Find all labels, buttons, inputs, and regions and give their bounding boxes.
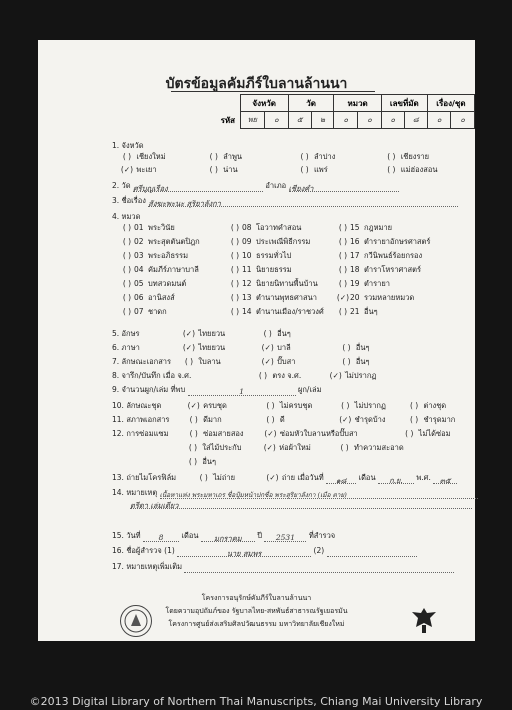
- category-checkbox: ( ): [338, 251, 348, 260]
- category-checkbox: ( ): [122, 293, 132, 302]
- q12-repair-row-b: ( ) ใส่ไม้ประกับ (✓) ห่อผ้าใหม่ ( ) ทำความสะอาด: [188, 443, 404, 452]
- code-row-label: รหัส: [220, 115, 236, 125]
- category-checkbox: ( ): [230, 223, 240, 232]
- category-row: [120, 306, 436, 320]
- manuscript-card: [38, 40, 475, 641]
- q12-repair: 12. การซ่อมแซม ( ) ซ่อมสายสอง (✓) ซ่อมหัวใบลานหรือปั๊บสา ( ) ไม่ได้ซ่อม: [112, 429, 451, 438]
- category-code: 08: [242, 223, 252, 232]
- category-checkbox: ( ): [122, 223, 132, 232]
- category-checkbox: ( ): [230, 279, 240, 288]
- category-checkbox: ( ): [338, 237, 348, 246]
- category-code: 11: [242, 265, 252, 274]
- district-value: เชียงคำ: [288, 184, 314, 193]
- category-label: ตำราโหราศาสตร์: [364, 265, 421, 274]
- q7-document-type: 7. ลักษณะเอกสาร ( ) ใบลาน (✓) ปั๊บสา ( ) อื่นๆ: [112, 357, 370, 366]
- category-row: [120, 278, 436, 292]
- category-label: พระสุตตันตปิฎก: [148, 237, 200, 246]
- code-header-temple: วัด: [288, 95, 334, 112]
- q8-inscription: 8. จารึก/บันทึก เมื่อ จ.ศ. ( ) ตรง จ.ศ. (✓) ไม่ปรากฏ: [112, 371, 377, 380]
- category-label: อื่นๆ: [364, 307, 378, 316]
- category-checkbox: ( ): [230, 307, 240, 316]
- category-label: ประเพณีพิธีกรรม: [256, 237, 311, 246]
- code-digit: ๐: [427, 112, 451, 129]
- category-checkbox: ( ): [338, 223, 348, 232]
- category-checkbox: ( ): [122, 265, 132, 274]
- code-digit: ๒: [311, 112, 334, 129]
- footer-sponsor: โดยความอุปถัมภ์ของ รัฐบาลไทย-สหพันธ์สาธารณรัฐเยอรมัน: [165, 607, 348, 615]
- category-code: 19: [350, 279, 360, 288]
- category-code: 10: [242, 251, 252, 260]
- category-code: 17: [350, 251, 360, 260]
- category-code: 12: [242, 279, 252, 288]
- category-checkbox: ( ): [230, 251, 240, 260]
- category-code: 16: [350, 237, 360, 246]
- q1-options-row-a: ( ) เชียงใหม่ ( ) ลำพูน ( ) ลำปาง ( ) เชียงราย: [122, 152, 430, 161]
- q1-options-row-b: (✓) พะเยา ( ) น่าน ( ) แพร่ ( ) แม่ฮ่องสอน: [120, 165, 438, 174]
- category-checkbox: ( ): [230, 237, 240, 246]
- q12-repair-row-c: ( ) อื่นๆ: [188, 457, 217, 466]
- category-checkbox: ( ): [230, 265, 240, 274]
- category-code: 15: [350, 223, 360, 232]
- code-header-title-set: เรื่อง/ชุด: [427, 95, 474, 112]
- category-label: นิยายธรรม: [256, 265, 292, 274]
- category-checkbox: ( ): [122, 279, 132, 288]
- category-code: 06: [134, 293, 144, 302]
- q3-title: 3. ชื่อเรื่อง สังฆะพะนะ สุริยาลังกา: [112, 195, 458, 207]
- remarks-line-1: เนื้อหาแห่ง พระมหาเถร ชื่อปุ้มหน้าปกชื่อ พระสุริยาลังกา (เมือ ตาย): [159, 491, 347, 499]
- title-value: สังฆะพะนะ สุริยาลังกา: [148, 199, 221, 208]
- category-code: 13: [242, 293, 252, 302]
- q6-language: 6. ภาษา (✓) ไทยยวน (✓) บาลี ( ) อื่นๆ: [112, 343, 370, 352]
- code-digit: ๐: [381, 112, 404, 129]
- category-code: 21: [350, 307, 360, 316]
- category-code: 18: [350, 265, 360, 274]
- category-code: 03: [134, 251, 144, 260]
- code-digit: ๐: [451, 112, 475, 129]
- category-row: [120, 264, 436, 278]
- category-grid: [120, 222, 436, 320]
- category-checkbox: (✓): [336, 293, 350, 302]
- category-row: [120, 222, 436, 236]
- category-code: 01: [134, 223, 144, 232]
- count-value: 1: [239, 387, 244, 396]
- category-label: ตำรายาอักษรศาสตร์: [364, 237, 431, 246]
- code-digit: ๐: [334, 112, 358, 129]
- category-label: โอวาทคำสอน: [256, 223, 302, 232]
- code-header-bundle: เลขที่มัด: [381, 95, 427, 112]
- code-digit: ๐: [358, 112, 382, 129]
- category-code: 04: [134, 265, 144, 274]
- category-row: [120, 292, 436, 306]
- category-label: กวีนิพนธ์ร้อยกรอง: [364, 251, 423, 260]
- q11-condition: 11. สภาพเอกสาร ( ) ดีมาก ( ) ดี (✓) ชำรุดบ้าง ( ) ชำรุดมาก: [112, 415, 456, 424]
- category-label: นิยายนิทานพื้นบ้าน: [256, 279, 318, 288]
- code-header-province: จังหวัด: [240, 95, 288, 112]
- category-code: 20: [350, 293, 360, 302]
- code-digit: ๐: [265, 112, 289, 129]
- category-checkbox: ( ): [122, 251, 132, 260]
- german-eagle-icon: [410, 605, 438, 635]
- category-label: ชาดก: [148, 307, 167, 316]
- code-digit: ๘: [404, 112, 427, 129]
- code-header-category: หมวด: [334, 95, 381, 112]
- category-code: 09: [242, 237, 252, 246]
- q17-additional: 17. หมายเหตุเพิ่มเติม: [112, 561, 454, 573]
- q13-microfilm: 13. ถ่ายไมโครฟิล์ม ( ) ไม่ถ่าย (✓) ถ่าย เมื่อวันที่ ๑๘ เดือน ก.ย. พ.ศ. ๓๕: [112, 472, 457, 484]
- category-checkbox: ( ): [338, 279, 348, 288]
- university-seal-icon: [120, 605, 152, 637]
- category-label: อานิสงส์: [148, 293, 175, 302]
- q14-remarks: 14. หมายเหตุ เนื้อหาแห่ง พระมหาเถร ชื่อปุ้มหน้าปกชื่อ พระสุริยาลังกา (เมือ ตาย): [112, 487, 478, 499]
- code-digit: ๕: [288, 112, 311, 129]
- footer-project: โครงการอนุรักษ์คัมภีร์ใบลานล้านนา: [201, 594, 312, 602]
- category-label: พระวินัย: [148, 223, 175, 232]
- category-label: รวมหลายหมวด: [364, 293, 415, 302]
- category-code: 02: [134, 237, 144, 246]
- category-label: ธรรมทั่วไป: [256, 251, 292, 260]
- category-checkbox: ( ): [230, 293, 240, 302]
- category-label: ตำรายา: [364, 279, 390, 288]
- category-code: 05: [134, 279, 144, 288]
- q14-remarks-line-2: ตรีดา เล่มเดียว: [130, 500, 472, 509]
- q16-surveyor: 16. ชื่อผู้สำรวจ (1) นาย สมพร (2): [112, 545, 417, 557]
- category-checkbox: ( ): [122, 237, 132, 246]
- category-checkbox: ( ): [338, 307, 348, 316]
- category-label: บทสวดมนต์: [148, 279, 187, 288]
- q1-heading: 1. จังหวัด: [112, 141, 144, 150]
- q2-temple: 2. วัด ศรีบุญเรือง อำเภอ เชียงคำ: [112, 180, 399, 192]
- q5-script: 5. อักษร (✓) ไทยยวน ( ) อื่นๆ: [112, 329, 291, 338]
- category-label: กฎหมาย: [364, 223, 393, 232]
- category-row: [120, 236, 436, 250]
- category-checkbox: ( ): [122, 307, 132, 316]
- category-label: ตำนานพุทธศาสนา: [256, 293, 317, 302]
- category-code: 07: [134, 307, 144, 316]
- form-title: บัตรข้อมูลคัมภีร์ใบลานล้านนา: [165, 76, 348, 92]
- q10-set: 10. ลักษณะชุด (✓) ครบชุด ( ) ไม่ครบชุด ( ) ไม่ปรากฏ ( ) ต่างชุด: [112, 401, 447, 410]
- q4-heading: 4. หมวด: [112, 212, 141, 221]
- title-underline: [171, 91, 375, 92]
- code-table: [216, 94, 475, 129]
- q15-date: 15. วันที่ 8 เดือน มกราคม ปี 2531 ที่สำรวจ: [112, 531, 336, 543]
- footer-center: โครงการศูนย์ส่งเสริมศิลปวัฒนธรรม มหาวิทยาลัยเชียงใหม่: [168, 620, 345, 628]
- category-checkbox: ( ): [338, 265, 348, 274]
- temple-value: ศรีบุญเรือง: [133, 184, 168, 193]
- category-label: พระอภิธรรม: [148, 251, 189, 260]
- copyright-notice: ©2013 Digital Library of Northern Thai Manuscripts, Chiang Mai University Library: [29, 695, 483, 708]
- category-code: 14: [242, 307, 252, 316]
- category-label: คัมภีร์ภาษาบาลี: [148, 265, 199, 274]
- category-row: [120, 250, 436, 264]
- category-label: ตำนานเมือง/ราชวงศ์: [256, 307, 324, 316]
- code-digit: พย: [240, 112, 264, 129]
- q9-count: 9. จำนวนผูก/เล่ม ที่พบ 1 ผูก/เล่ม: [112, 385, 322, 396]
